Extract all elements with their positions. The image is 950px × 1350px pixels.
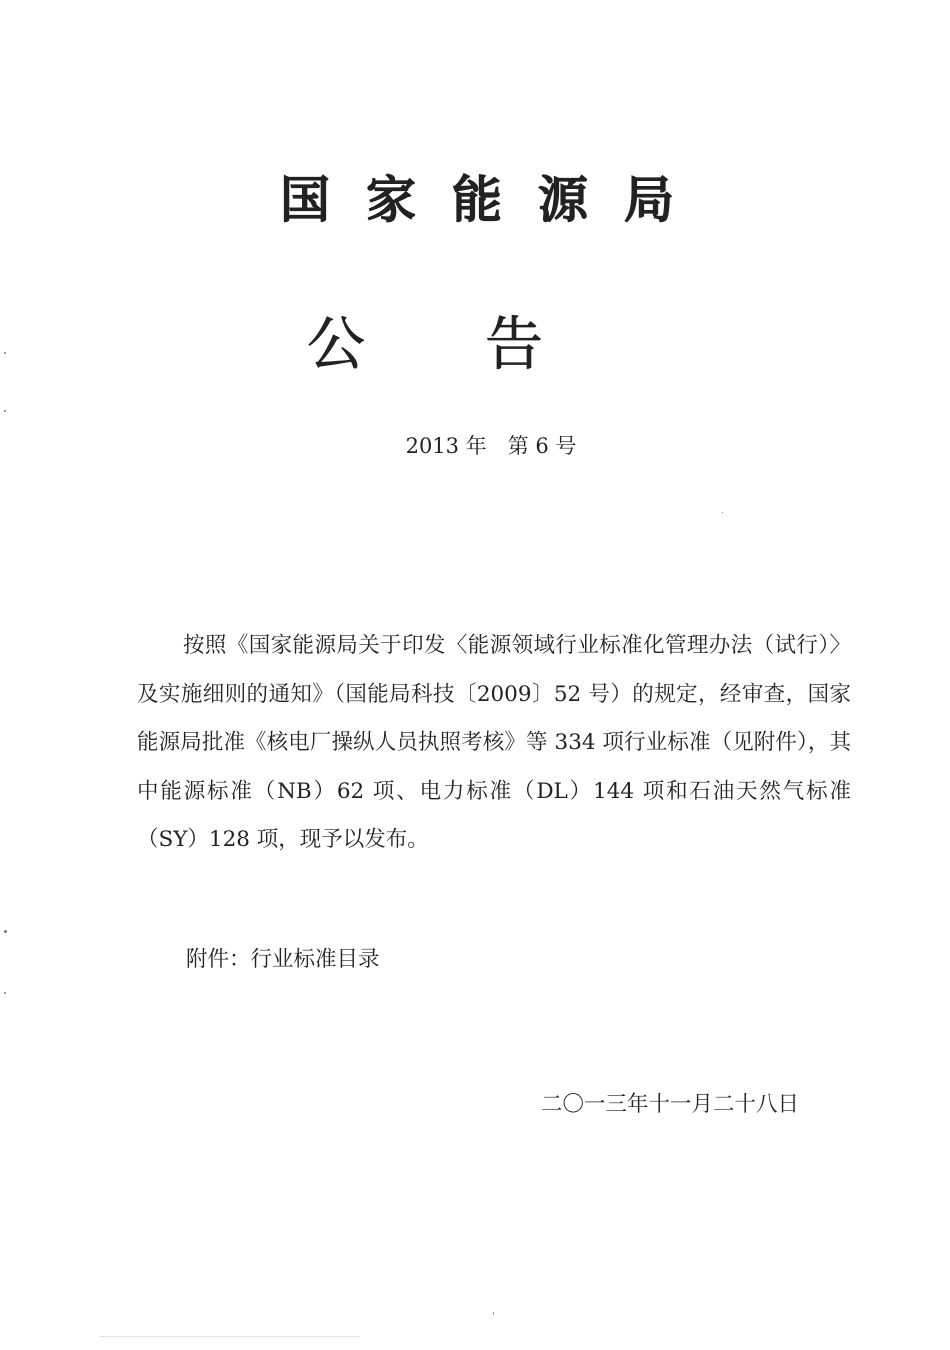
document-title: 公告 [306,310,663,378]
issue-date: 二〇一三年十一月二十八日 [541,1092,800,1117]
scan-speck [4,992,6,994]
scan-edge-line [100,1336,360,1338]
scan-speck [722,512,723,513]
scan-speck [4,930,7,933]
scan-speck [4,352,6,354]
scan-speck [493,1312,494,1315]
attachment-label: 附件：行业标准目录 [186,947,380,972]
issuing-agency: 国家能源局 [280,170,710,229]
scan-speck [4,410,6,412]
issue-number: 2013 年 第 6 号 [405,434,577,458]
announcement-paragraph: 按照《国家能源局关于印发〈能源领域行业标准化管理办法（试行）〉及实施细则的通知》（国能局科技〔2009〕52 号）的规定，经审查，国家能源局批准《核电厂操纵人员执照考核》等 334 项行业标准（见附件），其中能源标准（NB）62 项、电力标准（DL）144 项和石油天然气标准（SY）128 项，现予以发布。 [137,633,851,852]
